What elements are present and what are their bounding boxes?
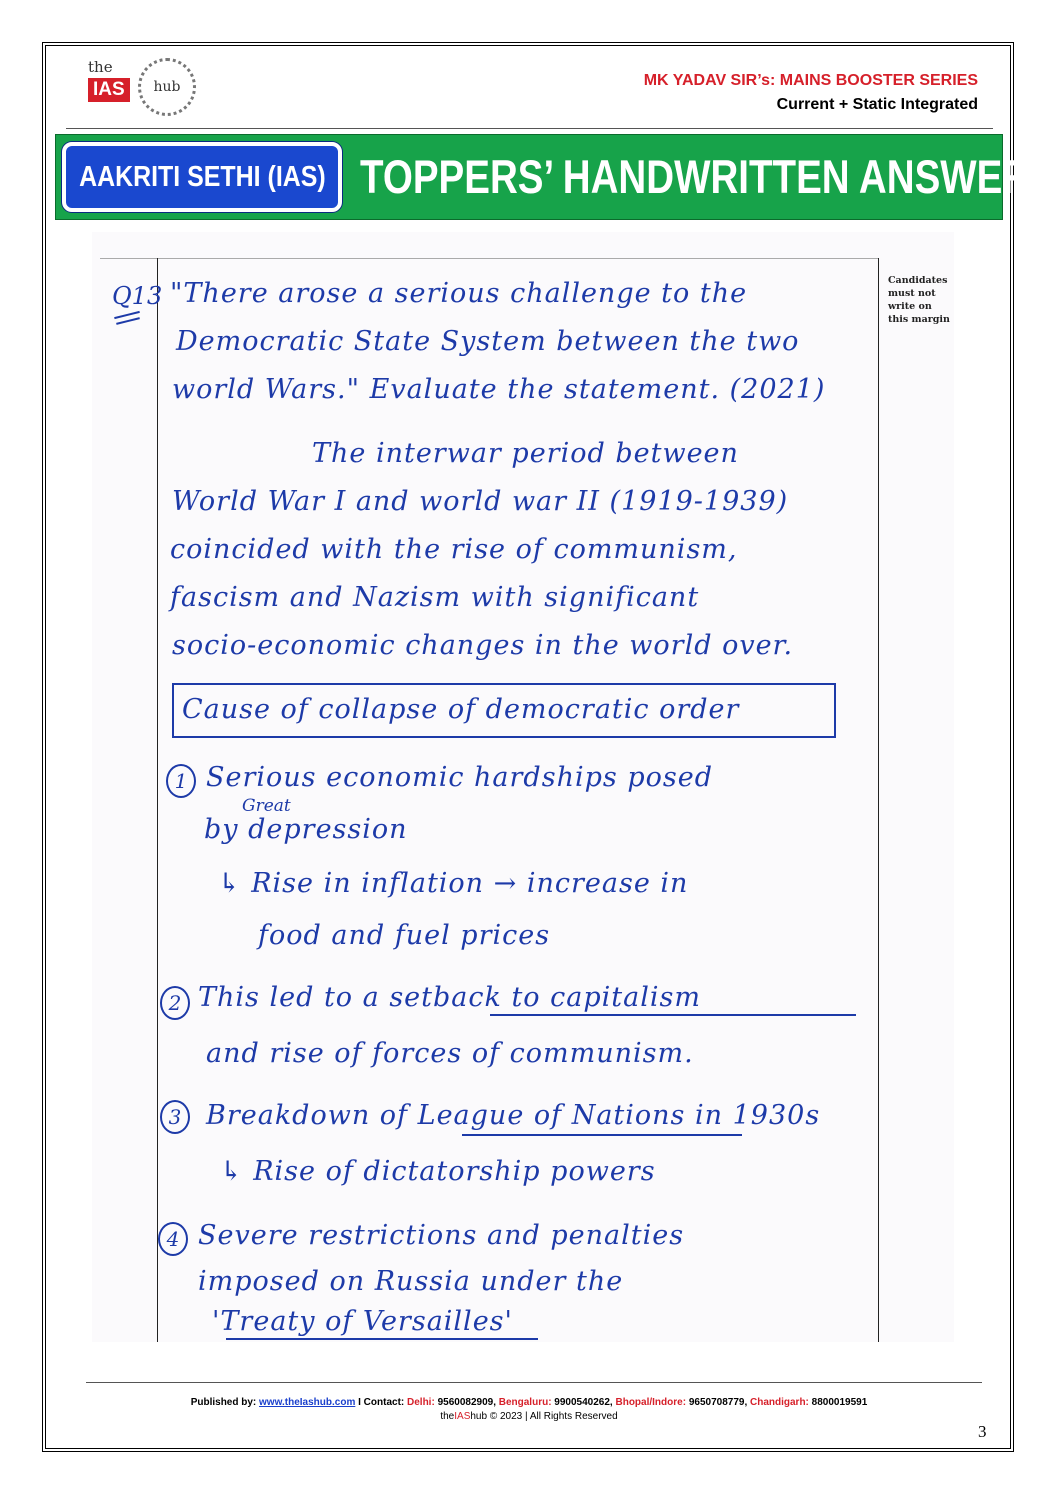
chandigarh-label: Chandigarh: [750, 1397, 809, 1408]
handwritten-line: 'Treaty of Versailles' [212, 1306, 513, 1337]
handwritten-line: coincided with the rise of communism, [170, 534, 738, 565]
handwritten-line: This led to a setback to capitalism [198, 982, 701, 1013]
delhi-label: Delhi: [407, 1397, 435, 1408]
series-tagline: Current + Static Integrated [776, 96, 978, 113]
the-ias-hub-logo [86, 56, 200, 118]
handwritten-line: Serious economic hardships posed [206, 762, 713, 793]
copyright-ias: IAS [454, 1411, 471, 1422]
published-by-label: Published by: [190, 1397, 260, 1408]
handwritten-line: "There arose a serious challenge to the [170, 278, 748, 309]
footer-divider [86, 1382, 982, 1383]
sheet-right-margin-line [878, 258, 879, 1342]
point-number-circle: 4 [158, 1222, 188, 1256]
header-divider [66, 128, 993, 129]
handwritten-line: World War I and world war II (1919-1939) [172, 486, 789, 517]
point-number-circle: 3 [160, 1100, 190, 1134]
handwritten-underline [462, 1134, 742, 1136]
bengaluru-phone: 9900540262, [551, 1397, 616, 1408]
footer-copyright [0, 1411, 1058, 1422]
handwritten-line: Breakdown of League of Nations in 1930s [206, 1100, 821, 1131]
inserted-word: Great [242, 796, 291, 816]
topper-name: AAKRITI SETHI (IAS) [78, 160, 326, 193]
sheet-top-rule [100, 258, 878, 259]
point-number-circle: 2 [160, 986, 190, 1020]
copyright-rest: hub © 2023 | All Rights Reserved [470, 1411, 618, 1422]
sheet-left-margin-line [157, 258, 158, 1342]
handwritten-line: ↳ Rise in inflation → increase in [218, 868, 689, 899]
logo-ias-text: IAS [88, 78, 130, 102]
logo-the-text: the [88, 58, 113, 76]
footer-contact [0, 1397, 1058, 1408]
bhopal-label: Bhopal/Indore: [615, 1397, 687, 1408]
handwritten-line: ↳ Rise of dictatorship powers [220, 1156, 656, 1187]
handwritten-line: The interwar period between [312, 438, 739, 469]
handwritten-line: by depression [204, 814, 408, 845]
handwritten-underline [490, 1014, 856, 1016]
handwritten-line: fascism and Nazism with significant [170, 582, 700, 613]
handwritten-line: Democratic State System between the two [176, 326, 800, 357]
point-number-circle: 1 [166, 764, 196, 798]
chandigarh-phone: 8800019591 [808, 1397, 868, 1408]
subheading-text: Cause of collapse of democratic order [182, 694, 740, 725]
handwritten-line: Severe restrictions and penalties [198, 1220, 685, 1251]
delhi-phone: 9560082909, [434, 1397, 499, 1408]
banner-heading [360, 140, 1056, 212]
copyright-the: the [440, 1411, 455, 1422]
series-title: MK YADAV SIR’s: MAINS BOOSTER SERIES [643, 72, 978, 89]
question-number: Q13 [112, 282, 163, 310]
handwritten-underline [226, 1338, 538, 1340]
page-number: 3 [978, 1422, 987, 1441]
contact-label: I Contact: [355, 1397, 408, 1408]
margin-instruction: Candidates must not write on this margin [888, 275, 950, 325]
handwritten-line: and rise of forces of communism. [206, 1038, 694, 1069]
website-link[interactable]: www.theIashub.com [259, 1397, 356, 1408]
topper-name-badge [62, 142, 342, 212]
bhopal-phone: 9650708779, [686, 1397, 750, 1408]
handwritten-line: socio-economic changes in the world over. [172, 630, 794, 661]
logo-hub-emblem: hub [138, 58, 196, 116]
handwritten-line: food and fuel prices [258, 920, 551, 951]
handwritten-line: imposed on Russia under the [198, 1266, 624, 1297]
banner-title-text: TOPPERS’ HANDWRITTEN ANSWERS [360, 149, 1056, 203]
handwritten-line: world Wars." Evaluate the statement. (2021) [172, 374, 826, 405]
bengaluru-label: Bengaluru: [498, 1397, 552, 1408]
